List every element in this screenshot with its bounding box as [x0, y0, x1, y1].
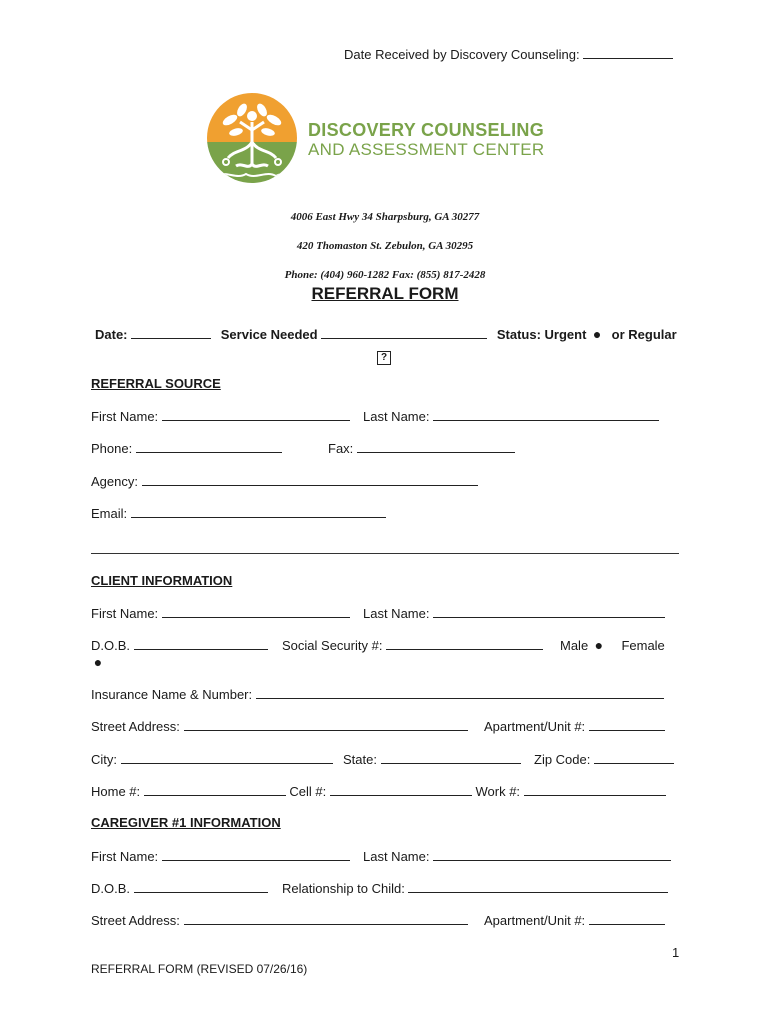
ci-city-row: [91, 751, 333, 767]
rs-email-label: Email:: [91, 506, 128, 521]
ci-gender-row: [560, 637, 665, 653]
ci-first-name-field[interactable]: [162, 605, 350, 618]
ci-state-field[interactable]: [381, 751, 521, 764]
cg-street-field[interactable]: [184, 912, 468, 925]
ci-first-name-label: First Name:: [91, 606, 159, 621]
ci-dob-label: D.O.B.: [91, 638, 131, 653]
status-urgent-label: Status: Urgent: [496, 327, 587, 342]
referral-source-heading: REFERRAL SOURCE: [91, 376, 221, 391]
ci-home-field[interactable]: [144, 783, 286, 796]
cg-relationship-label: Relationship to Child:: [282, 881, 405, 896]
ci-first-name-row: [91, 605, 350, 621]
male-checkbox-icon[interactable]: ●: [594, 637, 604, 653]
rs-first-name-field[interactable]: [162, 408, 350, 421]
ci-dob-field[interactable]: [134, 637, 268, 650]
ci-phones-row: [91, 783, 666, 799]
cg-first-name-label: First Name:: [91, 849, 159, 864]
rs-agency-label: Agency:: [91, 474, 138, 489]
rs-last-name-label: Last Name:: [363, 409, 430, 424]
top-row: [95, 326, 677, 342]
ci-city-label: City:: [91, 752, 117, 767]
cg-apartment-field[interactable]: [589, 912, 665, 925]
cg-apartment-label: Apartment/Unit #:: [484, 913, 586, 928]
rs-fax-row: [328, 440, 515, 456]
tree-logo-icon: [206, 92, 298, 184]
date-received-field[interactable]: [583, 46, 673, 59]
rs-first-name-label: First Name:: [91, 409, 159, 424]
ci-zip-field[interactable]: [594, 751, 674, 764]
ci-last-name-field[interactable]: [433, 605, 665, 618]
section-divider: [91, 553, 679, 554]
ci-state-label: State:: [343, 752, 377, 767]
address-zebulon: 420 Thomaston St. Zebulon, GA 30295: [296, 240, 474, 252]
rs-first-name-row: [91, 408, 350, 424]
service-needed-label: Service Needed: [220, 327, 318, 342]
ci-insurance-label: Insurance Name & Number:: [91, 687, 253, 702]
ci-home-label: Home #:: [91, 784, 141, 799]
date-received-row: [344, 46, 673, 62]
ci-street-row: [91, 718, 468, 734]
ci-male-label: Male: [560, 638, 589, 653]
ci-last-name-label: Last Name:: [363, 606, 430, 621]
rs-fax-field[interactable]: [357, 440, 515, 453]
date-received-label: Date Received by Discovery Counseling:: [344, 47, 580, 62]
phone-fax: Phone: (404) 960-1282 Fax: (855) 817-2428: [284, 269, 486, 281]
ci-ssn-label: Social Security #:: [282, 638, 383, 653]
logo-line1: DISCOVERY COUNSELING: [308, 120, 545, 140]
logo-line2: AND ASSESSMENT CENTER: [308, 140, 545, 159]
rs-phone-row: [91, 440, 282, 456]
ci-apartment-field[interactable]: [589, 718, 665, 731]
ci-work-label: Work #:: [475, 784, 521, 799]
service-needed-field[interactable]: [321, 326, 487, 339]
question-box-icon: ?: [377, 351, 391, 365]
female-checkbox[interactable]: [91, 654, 105, 670]
cg-dob-label: D.O.B.: [91, 881, 131, 896]
cg-street-label: Street Address:: [91, 913, 180, 928]
ci-apartment-row: [484, 718, 665, 734]
ci-cell-label: Cell #:: [289, 784, 327, 799]
client-information-heading: CLIENT INFORMATION: [91, 573, 233, 588]
ci-ssn-row: [282, 637, 543, 653]
logo-emblem: [206, 92, 298, 184]
revision-note: REFERRAL FORM (REVISED 07/26/16): [91, 962, 308, 976]
ci-work-field[interactable]: [524, 783, 666, 796]
regular-label: or Regular: [611, 327, 677, 342]
cg-last-name-row: [363, 848, 671, 864]
ci-street-label: Street Address:: [91, 719, 180, 734]
ci-female-label: Female: [621, 638, 665, 653]
rs-last-name-field[interactable]: [433, 408, 659, 421]
ci-ssn-field[interactable]: [386, 637, 543, 650]
cg-relationship-row: [282, 880, 668, 896]
cg-dob-field[interactable]: [134, 880, 268, 893]
rs-phone-field[interactable]: [136, 440, 282, 453]
ci-cell-field[interactable]: [330, 783, 472, 796]
rs-email-row: [91, 505, 386, 521]
rs-agency-row: [91, 473, 478, 489]
caregiver1-heading: CAREGIVER #1 INFORMATION: [91, 815, 281, 830]
ci-city-field[interactable]: [121, 751, 333, 764]
date-label: Date:: [95, 327, 128, 342]
ci-state-row: [343, 751, 521, 767]
cg-last-name-field[interactable]: [433, 848, 671, 861]
rs-fax-label: Fax:: [328, 441, 354, 456]
ci-dob-row: [91, 637, 268, 653]
ci-apartment-label: Apartment/Unit #:: [484, 719, 586, 734]
rs-phone-label: Phone:: [91, 441, 133, 456]
ci-street-field[interactable]: [184, 718, 468, 731]
cg-street-row: [91, 912, 468, 928]
cg-first-name-row: [91, 848, 350, 864]
date-field[interactable]: [131, 326, 211, 339]
rs-agency-field[interactable]: [142, 473, 478, 486]
form-title: REFERRAL FORM: [311, 284, 459, 303]
ci-insurance-field[interactable]: [256, 686, 664, 699]
urgent-checkbox-icon[interactable]: ●: [592, 326, 602, 342]
ci-zip-label: Zip Code:: [534, 752, 591, 767]
ci-insurance-row: [91, 686, 664, 702]
regular-checkbox[interactable]: [377, 348, 391, 365]
page-number: 1: [672, 945, 680, 960]
cg-last-name-label: Last Name:: [363, 849, 430, 864]
female-checkbox-icon: ●: [93, 654, 103, 670]
cg-first-name-field[interactable]: [162, 848, 350, 861]
cg-dob-row: [91, 880, 268, 896]
rs-last-name-row: [363, 408, 659, 424]
cg-apartment-row: [484, 912, 665, 928]
cg-relationship-field[interactable]: [408, 880, 668, 893]
ci-zip-row: [534, 751, 674, 767]
ci-last-name-row: [363, 605, 665, 621]
rs-email-field[interactable]: [131, 505, 386, 518]
address-sharpsburg: 4006 East Hwy 34 Sharpsburg, GA 30277: [290, 211, 480, 223]
